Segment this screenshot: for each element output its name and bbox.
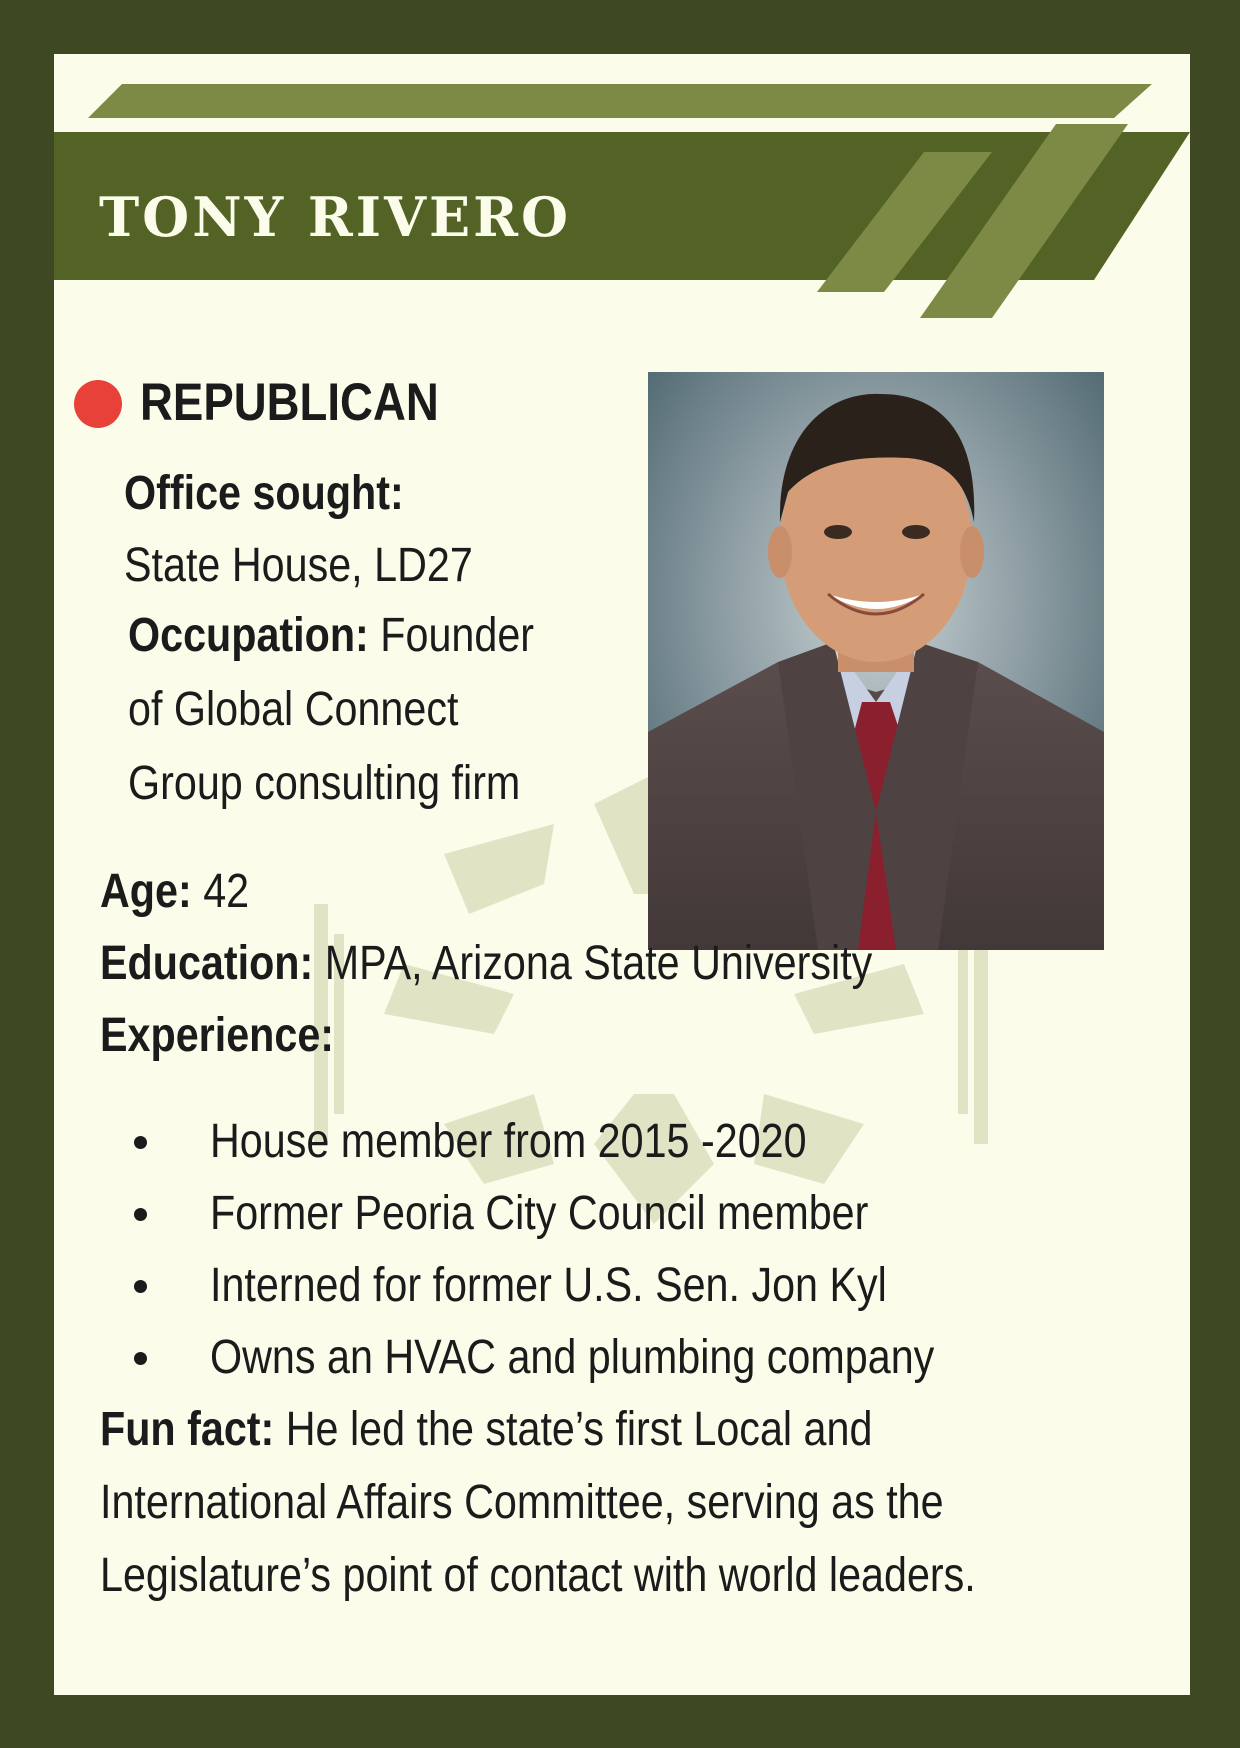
education-label: Education:: [100, 937, 314, 990]
bullet-icon: [134, 1280, 147, 1293]
candidate-name: TONY RIVERO: [99, 185, 572, 249]
age-line: [100, 856, 249, 928]
banner-top-stripe: [88, 84, 1152, 118]
experience-label: Experience:: [100, 1009, 335, 1062]
experience-item: Former Peoria City Council member: [134, 1178, 1052, 1250]
fun-fact-text-1: He led the state’s first Local and: [285, 1403, 873, 1456]
office-label-line: [124, 458, 404, 530]
experience-list: [134, 1106, 1052, 1394]
occupation-value-3: Group consulting firm: [128, 757, 521, 810]
bullet-icon: [134, 1136, 147, 1149]
office-label: Office sought:: [124, 467, 404, 520]
red-dot-icon: [74, 380, 122, 428]
age-label: Age:: [100, 865, 192, 918]
occupation-value-2: of Global Connect: [128, 683, 459, 736]
office-value: State House, LD27: [124, 539, 473, 592]
fun-fact-label: Fun fact:: [100, 1403, 275, 1456]
candidate-portrait: [648, 372, 1104, 950]
experience-item: Owns an HVAC and plumbing company: [134, 1322, 1052, 1394]
education-line: [100, 928, 872, 1000]
fun-fact-line-1: [100, 1394, 872, 1466]
experience-heading: [100, 1000, 334, 1072]
fun-fact-text-3: Legislature’s point of contact with world leaders.: [100, 1549, 976, 1602]
fun-fact-text-2: International Affairs Committee, serving as the: [100, 1476, 944, 1529]
education-value: MPA, Arizona State University: [324, 937, 873, 990]
occupation-value-1: Founder: [380, 609, 535, 662]
bullet-icon: [134, 1208, 147, 1221]
experience-item: House member from 2015 -2020: [134, 1106, 1052, 1178]
experience-item: Interned for former U.S. Sen. Jon Kyl: [134, 1250, 1052, 1322]
candidate-card: [54, 54, 1190, 1695]
party-label: REPUBLICAN: [140, 373, 439, 432]
bullet-icon: [134, 1352, 147, 1365]
occupation-line-1: [128, 600, 534, 672]
occupation-label: Occupation:: [128, 609, 369, 662]
age-value: 42: [203, 865, 250, 918]
